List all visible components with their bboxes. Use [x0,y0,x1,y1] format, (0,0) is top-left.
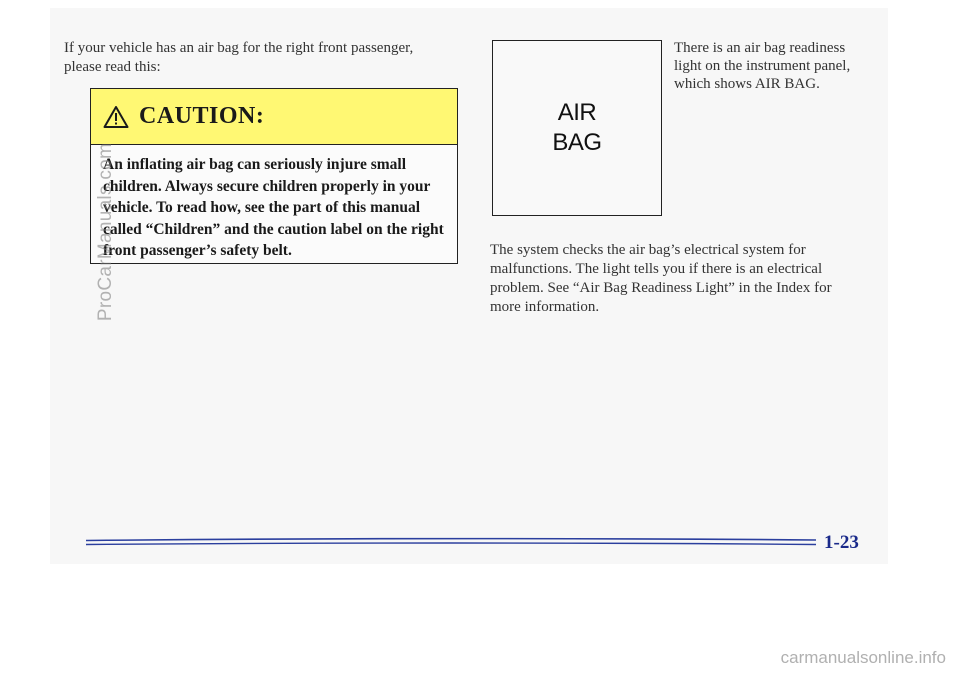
air-bag-indicator [492,40,662,216]
watermark-text: ProCarManuals.com [95,142,116,322]
intro-paragraph: If your vehicle has an air bag for the right front passenger, please read this: [64,40,414,75]
page-number: 1-23 [824,532,859,553]
footer-rule [86,536,816,548]
caution-box [90,88,458,264]
caution-header [91,89,457,145]
caution-text: An inflating air bag can seriously injure small children. Always secure children properly in your vehicle. To read how, see the part of this manual called “Children” and the caution label on the right front passenger’s safety belt. [103,156,444,259]
indicator-line-2: BAG [552,129,602,156]
system-paragraph: The system checks the air bag’s electrical system for malfunctions. The light tells you if there is an electrical problem. See “Air Bag Readiness Light” in the Index for more information. [490,242,832,315]
caution-title: CAUTION: [139,103,265,129]
readiness-paragraph: There is an air bag readiness light on the instrument panel, which shows AIR BAG. [674,40,851,92]
warning-triangle-icon [103,105,129,129]
site-watermark: carmanualsonline.info [780,648,946,667]
indicator-line-1: AIR [557,99,597,126]
